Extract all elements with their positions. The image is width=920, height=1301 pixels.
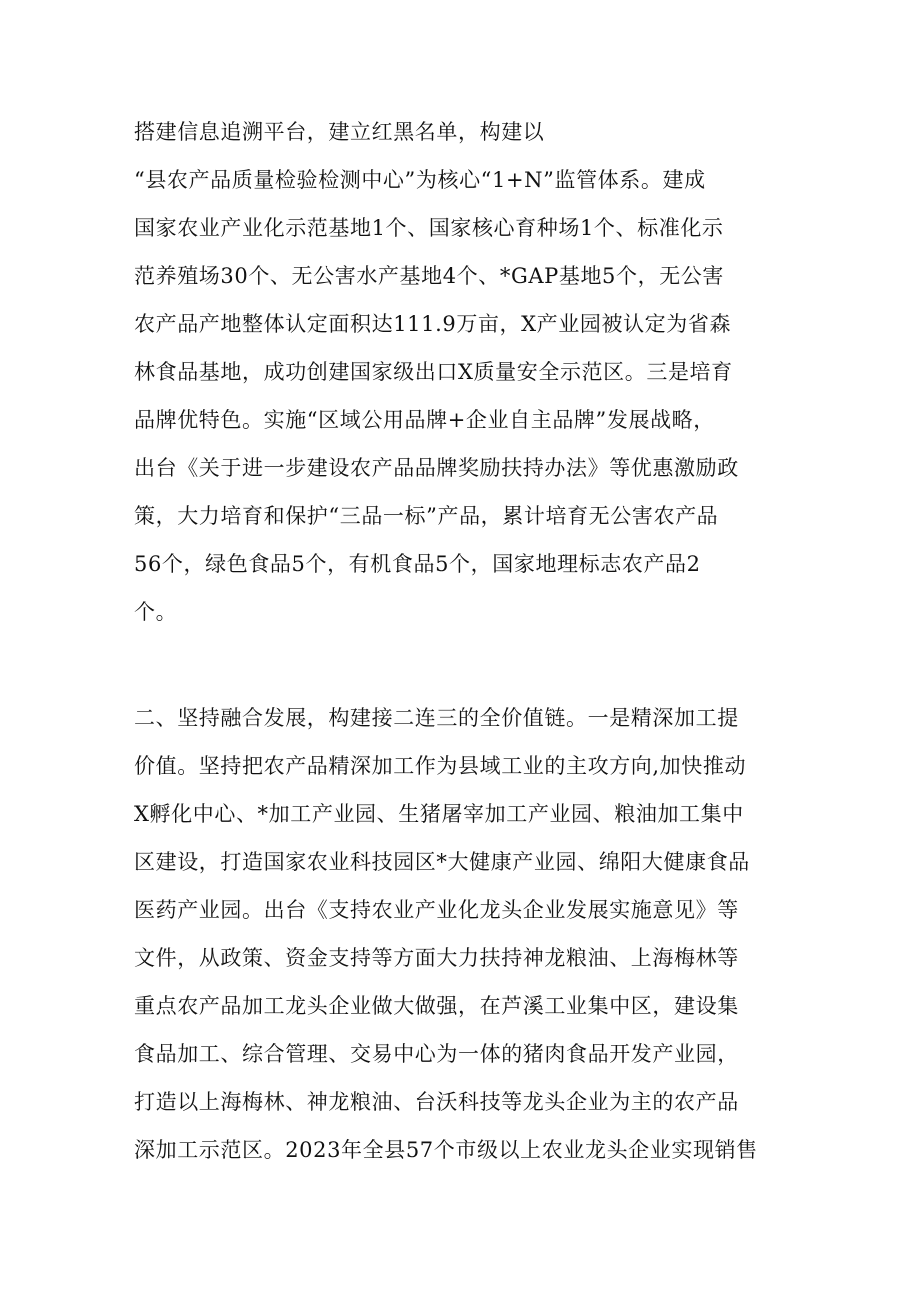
text-line: 出台《关于进一步建设农产品品牌奖励扶持办法》等优惠激励政 [134,456,739,480]
text-line: “县农产品质量检验检测中心”为核心“1+N”监管体系。建成 [134,168,706,192]
paragraph-2 [134,694,794,1174]
text-line: 打造以上海梅林、神龙粮油、台沃科技等龙头企业为主的农产品 [134,1090,739,1114]
text-line: 搭建信息追溯平台，建立红黑名单，构建以 [134,120,545,144]
text-line: 个。 [134,600,178,624]
text-line: 区建设，打造国家农业科技园区*大健康产业园、绵阳大健康食品 [134,850,750,874]
text-line: X孵化中心、*加工产业园、生猪屠宰加工产业园、粮油加工集中 [134,802,744,826]
text-line: 二、坚持融合发展，构建接二连三的全价值链。一是精深加工提 [134,706,739,730]
text-line: 范养殖场30个、无公害水产基地4个、*GAP基地5个，无公害 [134,264,725,288]
text-line: 国家农业产业化示范基地1个、国家核心育种场1个、标准化示 [134,216,724,240]
text-line: 文件，从政策、资金支持等方面大力扶持神龙粮油、上海梅林等 [134,946,739,970]
paragraph-1 [134,108,794,636]
text-line: 价值。坚持把农产品精深加工作为县域工业的主攻方向,加快推动 [134,754,747,778]
text-line: 食品加工、综合管理、交易中心为一体的猪肉食品开发产业园， [134,1042,739,1066]
text-line: 品牌优特色。实施“区域公用品牌+企业自主品牌”发展战略， [134,408,715,432]
text-line: 医药产业园。出台《支持农业产业化龙头企业发展实施意见》等 [134,898,739,922]
text-line: 策，大力培育和保护“三品一标”产品，累计培育无公害农产品 [134,504,719,528]
text-line: 林食品基地，成功创建国家级出口X质量安全示范区。三是培育 [134,360,733,384]
text-line: 56个，绿色食品5个，有机食品5个，国家地理标志农产品2 [134,552,701,576]
text-line: 深加工示范区。2023年全县57个市级以上农业龙头企业实现销售 [134,1138,758,1162]
text-line: 重点农产品加工龙头企业做大做强，在芦溪工业集中区，建设集 [134,994,739,1018]
text-line: 农产品产地整体认定面积达111.9万亩，X产业园被认定为省森 [134,312,732,336]
